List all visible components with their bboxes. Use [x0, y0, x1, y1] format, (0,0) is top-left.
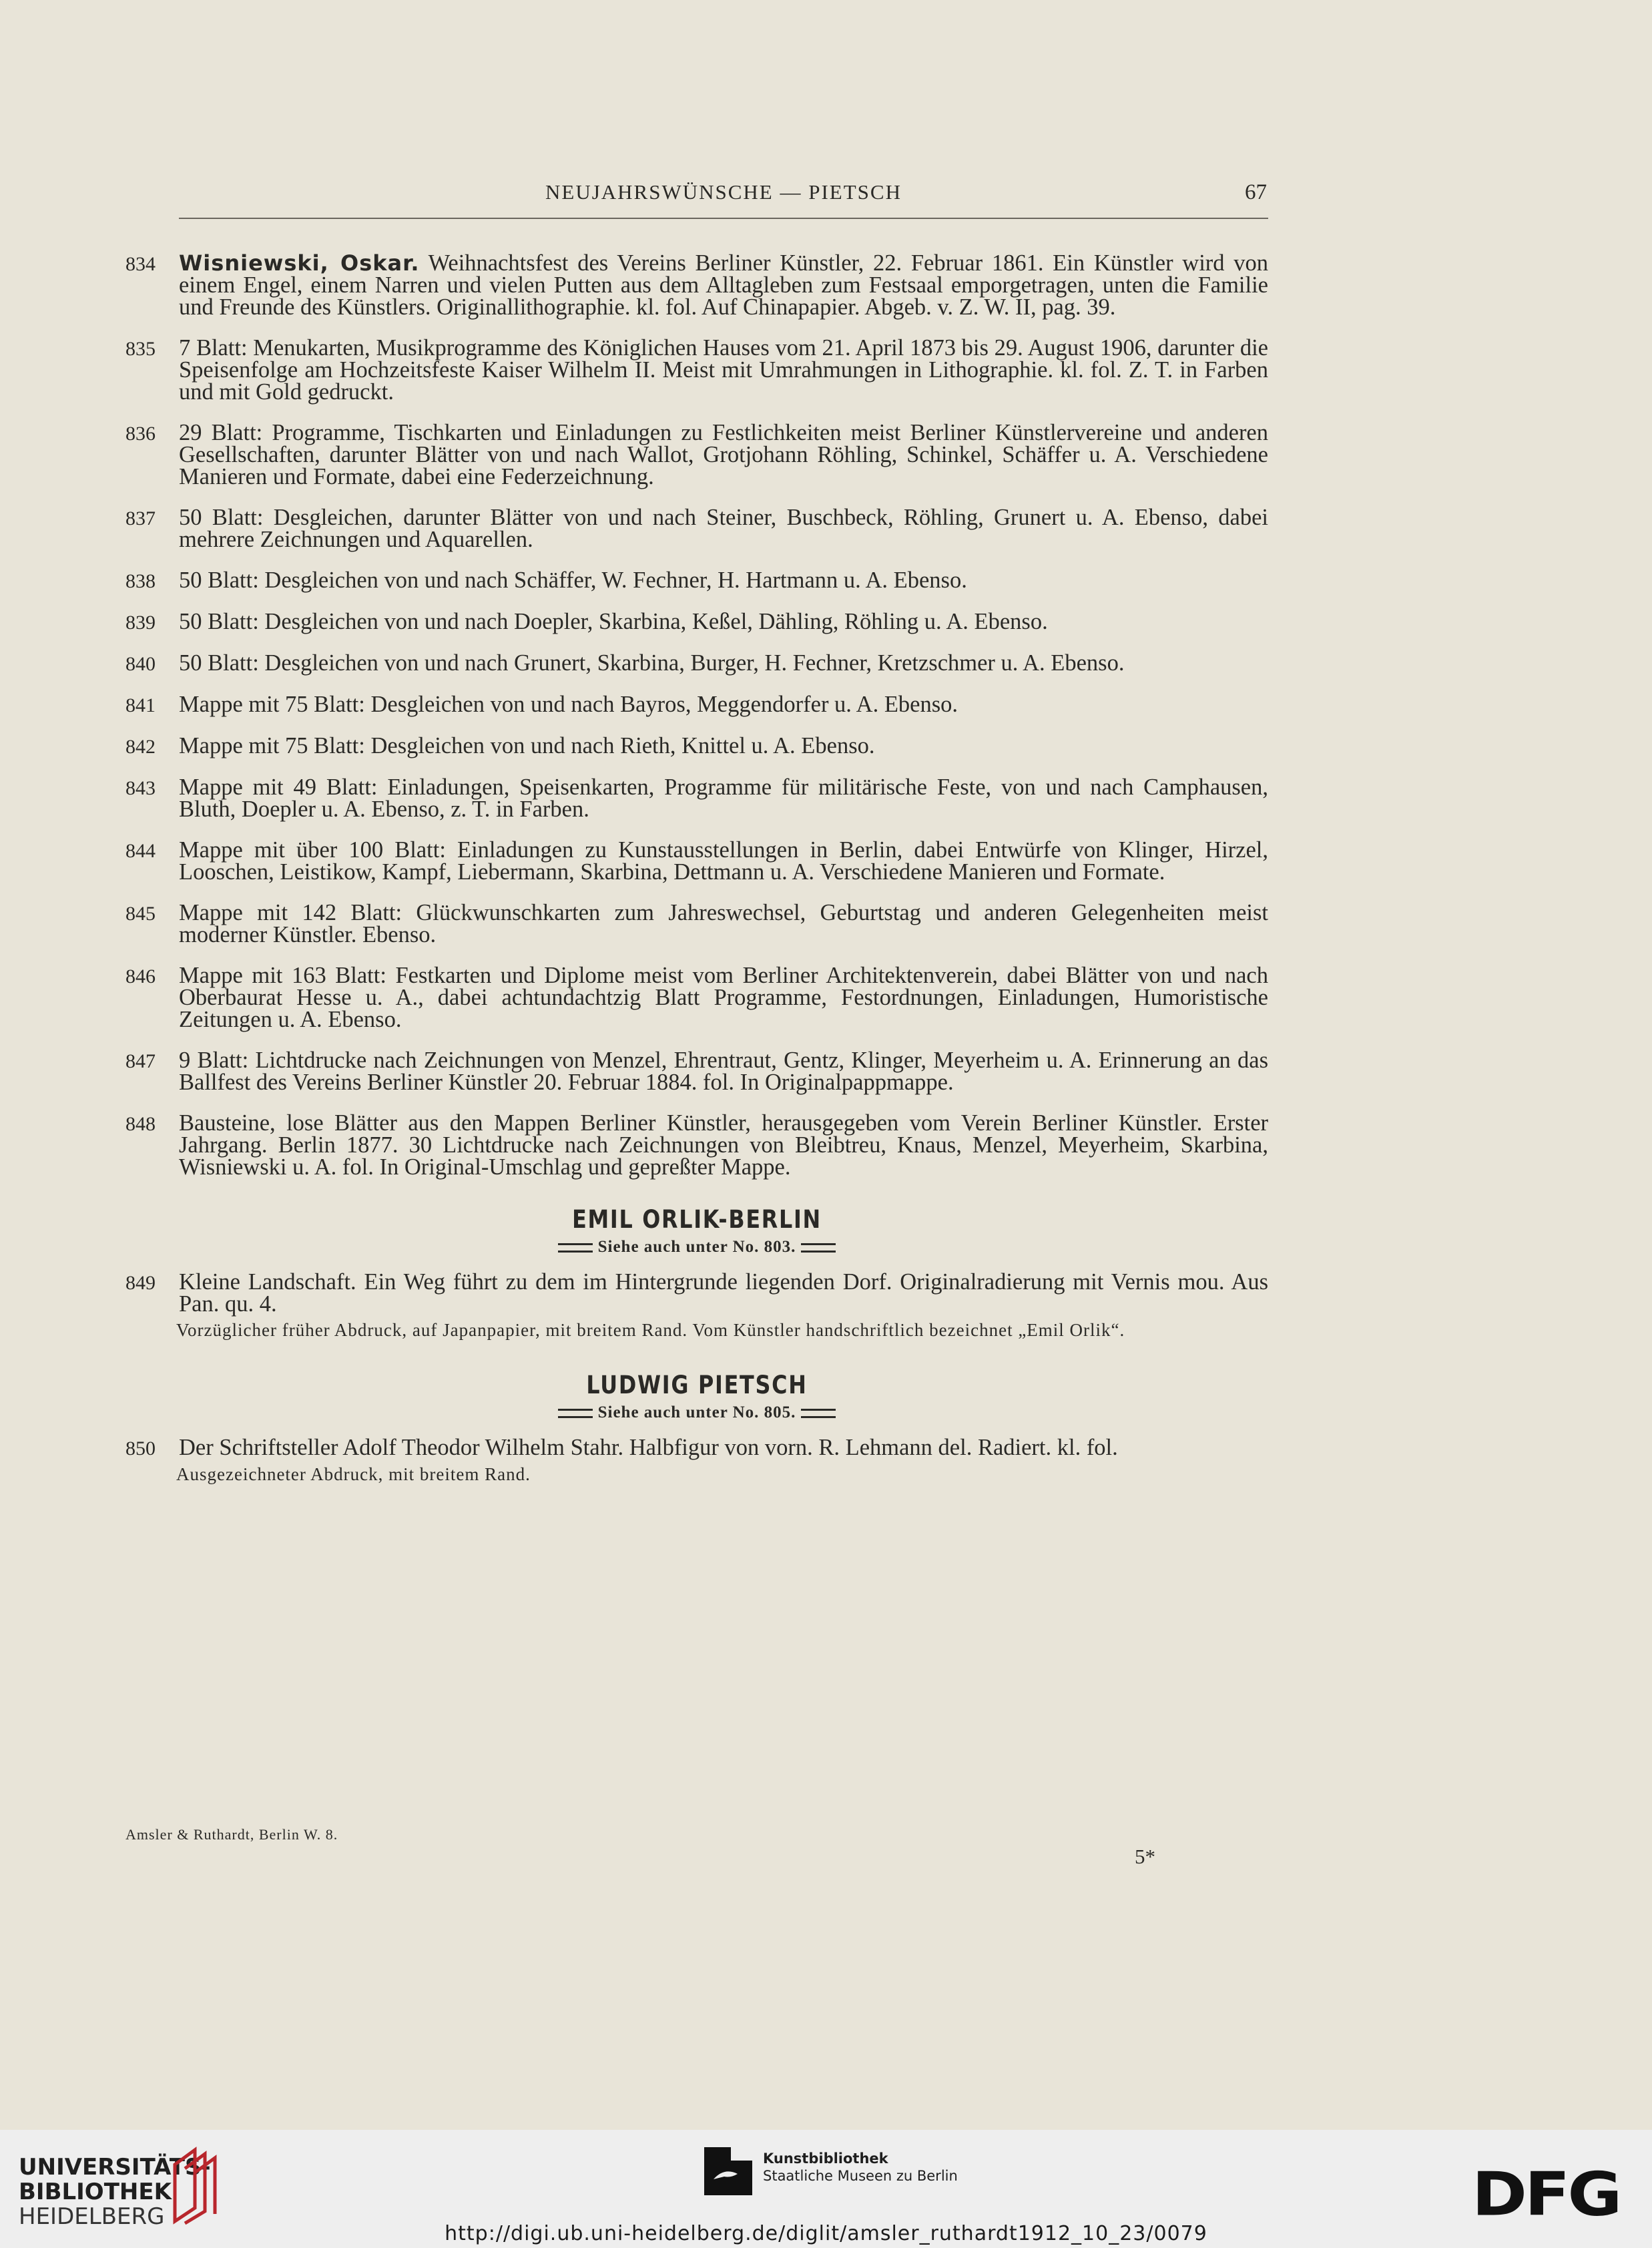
- double-rule-right: [801, 1409, 836, 1418]
- catalog-entry: [125, 422, 1268, 488]
- entry-description: 7 Blatt: Menukarten, Musikprogramme des Königlichen Hauses vom 21. April 1873 bis 29. August 1906, darunter die Speisenfolge am Hochzeitsfeste Kaiser Wilhelm II. Meist mit Umrahmungen in Lithographie. kl. fol. Z. T. in Farben und mit Gold gedruckt.: [179, 335, 1268, 405]
- entry-text: Kleine Landschaft. Ein Weg führt zu dem im Hintergrunde liegenden Dorf. Originalradierung mit Vernis mou. Aus Pan. qu. 4.: [179, 1269, 1268, 1317]
- entry-description: 50 Blatt: Desgleichen, darunter Blätter von und nach Steiner, Buschbeck, Röhling, Grunert u. A. Ebenso, dabei mehrere Zeichnungen und Aquarellen.: [179, 505, 1268, 552]
- catalog-entry: [125, 252, 1268, 318]
- catalog-entry: [125, 735, 1268, 758]
- entry-number: 844: [125, 840, 156, 862]
- catalog-entry: [125, 1271, 1268, 1315]
- entry-text: [179, 337, 1268, 403]
- catalog-entry: [125, 776, 1268, 821]
- section-heading-pietsch: LUDWIG PIETSCH: [586, 1371, 808, 1399]
- entry-number: 840: [125, 653, 156, 675]
- entry-text: [179, 694, 1268, 716]
- entry-description: 9 Blatt: Lichtdrucke nach Zeichnungen von Menzel, Ehrentraut, Gentz, Klinger, Meyerheim u. A. Erinnerung an das Ballfest des Vereins Berliner Künstler 20. Februar 1884. fol. In Originalpappmappe.: [179, 1048, 1268, 1095]
- permalink-url[interactable]: http://digi.ub.uni-heidelberg.de/diglit/amsler_ruthardt1912_10_23/0079: [445, 2222, 1207, 2245]
- entry-description: Mappe mit 75 Blatt: Desgleichen von und nach Bayros, Meggendorfer u. A. Ebenso.: [179, 692, 958, 717]
- ub-line-3: HEIDELBERG: [19, 2203, 165, 2230]
- catalog-entries: [125, 252, 1268, 1486]
- entry-description: Weihnachtsfest des Vereins Berliner Künstler, 22. Februar 1861. Ein Künstler wird von einem Engel, einem Narren und vielen Putten aus dem Alltagleben zum Festsaal emporgetragen, unten die Familie und Freunde des Künstlers. Originallithographie. kl. fol. Auf Chinapapier. Abgeb. v. Z. W. II, pag. 39.: [179, 250, 1269, 320]
- entry-text: [179, 611, 1268, 634]
- entry-note: Ausgezeichneter Abdruck, mit breitem Rand.: [176, 1464, 531, 1484]
- entry-number: 848: [125, 1113, 156, 1135]
- entry-text: Der Schriftsteller Adolf Theodor Wilhelm Stahr. Halbfigur von vorn. R. Lehmann del. Radiert. kl. fol.: [179, 1435, 1118, 1460]
- entry-description: 50 Blatt: Desgleichen von und nach Schäffer, W. Fechner, H. Hartmann u. A. Ebenso.: [179, 568, 967, 593]
- running-head: [179, 180, 1268, 219]
- entry-text: [179, 1050, 1268, 1094]
- entry-text: [179, 902, 1268, 946]
- see-also-text: Siehe auch unter No. 805.: [597, 1403, 796, 1421]
- running-title: NEUJAHRSWÜNSCHE — PIETSCH: [545, 180, 902, 204]
- entry-note: Vorzüglicher früher Abdruck, auf Japanpapier, mit breitem Rand. Vom Künstler handschriftlich bezeichnet „Emil Orlik“.: [176, 1320, 1125, 1340]
- ub-line-1: UNIVERSITÄTS-: [19, 2154, 211, 2181]
- kb-subtitle: Staatliche Museen zu Berlin: [763, 2168, 958, 2184]
- catalog-entry: [125, 839, 1268, 883]
- catalog-entry: [125, 570, 1268, 592]
- section-heading-orlik: EMIL ORLIK-BERLIN: [572, 1205, 822, 1234]
- page-number: 67: [1245, 180, 1267, 204]
- entry-number: 841: [125, 694, 156, 716]
- see-also-orlik: [125, 1238, 1268, 1257]
- entry-text: [179, 422, 1268, 488]
- kunstbibliothek-icon: [704, 2147, 752, 2195]
- entry-text: [179, 776, 1268, 821]
- entry-number: 846: [125, 965, 156, 987]
- entry-number: 843: [125, 777, 156, 799]
- digitization-footer: [0, 2130, 1652, 2248]
- entry-number: 849: [125, 1272, 156, 1294]
- kunstbibliothek-text: [763, 2150, 958, 2185]
- catalog-entry: [125, 1050, 1268, 1094]
- entry-number: 836: [125, 423, 156, 445]
- see-also-pietsch: [125, 1403, 1268, 1422]
- entry-description: Mappe mit über 100 Blatt: Einladungen zu Kunstausstellungen in Berlin, dabei Entwürfe von Klinger, Hirzel, Looschen, Leistikow, Kampf, Liebermann, Skarbina, Dettmann u. A. Verschiedene Manieren und Formate.: [179, 837, 1268, 885]
- entry-number: 839: [125, 612, 156, 634]
- ub-line-2: BIBLIOTHEK: [19, 2179, 172, 2205]
- catalog-entry: [125, 965, 1268, 1031]
- entry-number: 845: [125, 903, 156, 925]
- see-also-text: Siehe auch unter No. 803.: [597, 1238, 796, 1256]
- entry-text: [179, 1112, 1268, 1178]
- entry-number: 835: [125, 338, 156, 360]
- entry-number: 834: [125, 253, 156, 275]
- kunstbibliothek-logo[interactable]: [704, 2147, 958, 2198]
- entry-description: Mappe mit 163 Blatt: Festkarten und Diplome meist vom Berliner Architektenverein, dabei Blätter von und nach Oberbaurat Hesse u. A., dabei achtundachtzig Blatt Programme, Festordnungen, Einladungen, Humoristische Zeitungen u. A. Ebenso.: [179, 963, 1268, 1032]
- artist-name: Wisniewski, Oskar.: [179, 250, 420, 276]
- catalog-entry: [125, 694, 1268, 716]
- entry-number: 842: [125, 736, 156, 758]
- kb-title: Kunstbibliothek: [763, 2151, 888, 2167]
- entry-number: 838: [125, 570, 156, 592]
- entry-number: 847: [125, 1050, 156, 1072]
- catalog-entry: [125, 507, 1268, 551]
- entry-text: [179, 965, 1268, 1031]
- entry-text: [179, 252, 1268, 318]
- entry-text: [179, 652, 1268, 675]
- entry-description: Mappe mit 142 Blatt: Glückwunschkarten zum Jahreswechsel, Geburtstag und anderen Gelegenheiten meist moderner Künstler. Ebenso.: [179, 900, 1268, 947]
- catalog-entry: [125, 652, 1268, 675]
- catalog-entry: [125, 337, 1268, 403]
- entry-description: Mappe mit 49 Blatt: Einladungen, Speisenkarten, Programme für militärische Feste, von und nach Camphausen, Bluth, Doepler u. A. Ebenso, z. T. in Farben.: [179, 774, 1268, 822]
- double-rule-right: [801, 1243, 836, 1253]
- entry-number: 837: [125, 507, 156, 529]
- entry-text: [179, 507, 1268, 551]
- ub-book-icon: [168, 2145, 228, 2225]
- entry-description: 50 Blatt: Desgleichen von und nach Grunert, Skarbina, Burger, H. Fechner, Kretzschmer u. A. Ebenso.: [179, 650, 1125, 676]
- entry-text: [179, 570, 1268, 592]
- catalog-entry: [125, 1112, 1268, 1178]
- entry-number: 850: [125, 1437, 156, 1459]
- entries-list: [125, 252, 1268, 1178]
- catalog-entry: [125, 1437, 1268, 1459]
- catalog-entry: [125, 902, 1268, 946]
- entry-description: Mappe mit 75 Blatt: Desgleichen von und nach Rieth, Knittel u. A. Ebenso.: [179, 733, 875, 758]
- double-rule-left: [558, 1243, 593, 1253]
- catalog-entry: [125, 611, 1268, 634]
- entry-description: 29 Blatt: Programme, Tischkarten und Einladungen zu Festlichkeiten meist Berliner Künstlervereine und anderen Gesellschaften, darunter Blätter von und nach Wallot, Grotjohann Röhling, Schinkel, Schäffer u. A. Verschiedene Manieren und Formate, dabei eine Federzeichnung.: [179, 420, 1268, 489]
- double-rule-left: [558, 1409, 593, 1418]
- signature-mark: 5*: [1135, 1845, 1155, 1868]
- entry-description: 50 Blatt: Desgleichen von und nach Doepler, Skarbina, Keßel, Dähling, Röhling u. A. Ebenso.: [179, 609, 1048, 634]
- dfg-logo[interactable]: DFG: [1472, 2159, 1620, 2230]
- publisher-imprint: Amsler & Ruthardt, Berlin W. 8.: [125, 1826, 338, 1843]
- entry-text: [179, 839, 1268, 883]
- entry-text: [179, 735, 1268, 758]
- entry-description: Bausteine, lose Blätter aus den Mappen Berliner Künstler, herausgegeben vom Verein Berliner Künstler. Erster Jahrgang. Berlin 1877. 30 Lichtdrucke nach Zeichnungen von Bleibtreu, Knaus, Menzel, Meyerheim, Skarbina, Wisniewski u. A. fol. In Original-Umschlag und gepreßter Mappe.: [179, 1110, 1268, 1180]
